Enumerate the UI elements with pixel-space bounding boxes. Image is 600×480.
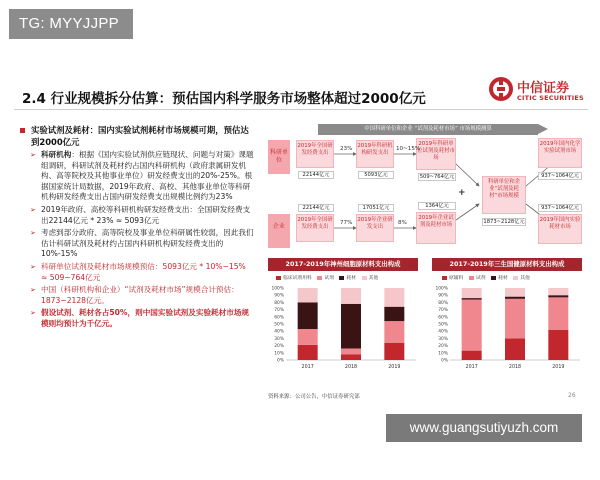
sub-bullet-3: ➢ 考虑到部分政府、高等院校及事业单位科研属性较弱，因此我们估计科研试剂及耗材约占国内科研机构研发经费支出的10%-15% [30, 228, 254, 259]
bar-segment [341, 354, 361, 360]
y-tick-label: 50% [438, 322, 448, 328]
flow-pct-10-15: 10~15% [396, 146, 421, 152]
legend-swatch [469, 276, 474, 280]
x-tick-label: 2018 [508, 365, 522, 370]
source-note: 资料来源：公司公告，中信证券研究部 [268, 394, 360, 400]
legend-swatch [491, 276, 496, 280]
page-number: 26 [568, 392, 576, 399]
flow-value-consumables: 937~1064亿元 [538, 204, 582, 212]
slide [14, 62, 588, 412]
sub-bullet-2: ➢ 2019年政府、高校等科研机构研发经费支出：全国研发经费支出22144亿元 * 23% ≈ 5093亿元 [30, 204, 251, 225]
flow-pct-23: 23% [340, 146, 353, 152]
bar-segment [384, 343, 404, 360]
arrow-icon: ➢ [30, 229, 36, 238]
y-tick-label: 60% [438, 315, 448, 321]
page-title: 2.4 行业规模拆分估算：预估国内科学服务市场整体超过2000亿元 [22, 91, 426, 107]
y-tick-label: 80% [274, 300, 284, 306]
legend-swatch [339, 276, 344, 280]
plus-sign: + [458, 188, 466, 198]
y-tick-label: 20% [438, 344, 448, 350]
flow-box-research-rd: 2019年科研机构研发支出 [356, 140, 394, 168]
bar-segment [548, 295, 568, 297]
bar-segment [548, 288, 568, 295]
bar-segment [462, 300, 482, 351]
flow-value-enterprise-market: 1364亿元 [418, 202, 456, 210]
x-tick-label: 2017 [301, 365, 314, 370]
flow-header: 中国科研单位和企业 “试剂及耗材市场” 市场规模测算 [318, 124, 538, 135]
x-tick-label: 2019 [552, 365, 565, 370]
chart-legend-2: 原辅料 试剂 耗材 其他 [438, 274, 530, 281]
row-label-enterprise: 企业 [268, 214, 290, 248]
y-tick-label: 80% [438, 300, 448, 306]
bar-segment [384, 321, 404, 343]
flow-box-rd-total-top: 2019年全国研发经费支出 [296, 140, 334, 168]
sub-bullet-6: ➢ 假设试剂、耗材各占50%，则中国实验试剂及实验耗材市场规模则均预计为千亿元。 [30, 308, 250, 328]
logo-chinese-text: 中信证券 [517, 81, 570, 96]
x-tick-label: 2018 [344, 365, 358, 370]
arrow-icon: ➢ [30, 205, 36, 214]
flow-box-enterprise-market: 2019年企业试剂及耗材市场 [416, 212, 456, 244]
legend-swatch [513, 276, 518, 280]
flow-box-chem-reagent: 2019年国内化学实验试剂市场 [538, 138, 582, 168]
arrow-icon: ➢ [30, 151, 36, 159]
row-label-research: 科研单位 [268, 140, 290, 174]
bar-segment [462, 351, 482, 360]
y-tick-label: 30% [438, 336, 448, 342]
flow-value-rd-total-top: 22144亿元 [298, 171, 334, 179]
y-tick-label: 10% [438, 351, 448, 357]
flow-value-enterprise-rd: 17051亿元 [358, 204, 394, 212]
bar-segment [462, 288, 482, 298]
flow-box-merge: 科研单位和企业“试剂及耗材”市场规模 [482, 176, 526, 214]
chart-title-1: 2017-2019年神州细胞原材料支出构成 [268, 258, 418, 271]
y-tick-label: 0% [441, 358, 448, 364]
stacked-bar-chart-2 [428, 284, 588, 376]
legend-swatch [276, 276, 281, 280]
flow-value-research-rd: 5093亿元 [358, 171, 394, 179]
y-tick-label: 10% [274, 351, 284, 357]
text-column [20, 124, 254, 330]
bar-segment [341, 304, 361, 349]
arrow-icon: ➢ [30, 262, 36, 271]
bar-segment [341, 348, 361, 354]
y-tick-label: 60% [274, 315, 284, 321]
y-tick-label: 20% [274, 344, 284, 350]
flow-value-rd-total-bottom: 22144亿元 [298, 204, 334, 212]
arrow-icon: ➢ [30, 286, 36, 295]
bar-segment [298, 288, 318, 302]
sub-bullet-1: ➢ 科研机构：根据《国内实验试剂供应链现状、问题与对策》课题组调研，科研试剂及耗材约占国内科研机构（政府隶属研发机构、高等院校及其他事业单位）研发经费支出的20%-25%。根据国家统计局数据，2019年政府、高校、其他事业单位等科研机构研发经费支出占国内研发经费支出规模比例约为23% [30, 150, 254, 202]
flow-box-research-market: 2019年科研单位试剂及耗材市场 [416, 138, 456, 170]
figure-column [264, 124, 584, 414]
y-tick-label: 30% [274, 336, 284, 342]
flow-box-rd-total-bottom: 2019年全国研发经费支出 [296, 214, 334, 242]
flow-value-research-market: 509~764亿元 [419, 174, 455, 180]
flow-box-enterprise-rd: 2019年企业研发支出 [356, 214, 394, 242]
y-tick-label: 50% [274, 322, 284, 328]
logo-english-text: CITIC SECURITIES [517, 94, 584, 102]
bar-segment [384, 288, 404, 307]
legend-swatch [442, 276, 447, 280]
stacked-bar-chart-1 [264, 284, 424, 376]
flow-pct-77: 77% [340, 220, 353, 226]
main-bullet: 实验试剂及耗材：国内实验试剂耗材市场规模可期，预估达到2000亿元 [20, 124, 254, 148]
citic-logo-icon [488, 76, 514, 102]
flow-box-consumables: 2019年国内实验耗材市场 [538, 214, 582, 244]
chart-title-2: 2017-2019年三生国健原材料支出构成 [432, 258, 582, 271]
y-tick-label: 100% [435, 286, 448, 292]
site-watermark: www.guangsutiyuzh.com [386, 414, 582, 442]
flow-pct-8: 8% [398, 220, 407, 226]
y-tick-label: 70% [274, 308, 284, 314]
flow-value-chem-reagent: 937~1064亿元 [538, 172, 582, 180]
bar-segment [505, 288, 525, 297]
bar-segment [505, 297, 525, 299]
title-bar [14, 74, 588, 110]
bar-segment [341, 288, 361, 304]
x-tick-label: 2019 [388, 365, 401, 370]
y-tick-label: 90% [274, 293, 284, 299]
bar-segment [505, 338, 525, 360]
bar-segment [298, 345, 318, 360]
y-tick-label: 70% [438, 308, 448, 314]
y-tick-label: 40% [274, 329, 284, 335]
sub-bullet-5: ➢ 中国（科研机构和企业）“试剂及耗材市场”规模合计预估：1873~2128亿元。 [30, 285, 239, 305]
y-tick-label: 90% [438, 293, 448, 299]
y-tick-label: 40% [438, 329, 448, 335]
x-tick-label: 2017 [465, 365, 478, 370]
legend-swatch [362, 276, 367, 280]
chart-legend-1: 临床试剂用料 试剂 耗材 其他 [272, 274, 378, 281]
y-tick-label: 100% [271, 286, 284, 292]
bar-segment [548, 330, 568, 360]
bar-segment [298, 302, 318, 329]
citic-logo [488, 74, 588, 110]
bar-segment [384, 307, 404, 321]
channel-tag: TG: MYYJJPP [9, 9, 133, 39]
bar-segment [298, 329, 318, 345]
legend-swatch [317, 276, 322, 280]
bar-segment [462, 298, 482, 299]
y-tick-label: 0% [277, 358, 284, 364]
bar-segment [505, 299, 525, 339]
bar-segment [548, 297, 568, 329]
arrow-icon: ➢ [30, 309, 36, 318]
sub-bullet-4: ➢ 科研单位试剂及耗材市场规模预估：5093亿元 * 10%~15% ≈ 509~764亿元 [30, 261, 246, 282]
flow-value-merge: 1873~2128亿元 [483, 219, 525, 225]
